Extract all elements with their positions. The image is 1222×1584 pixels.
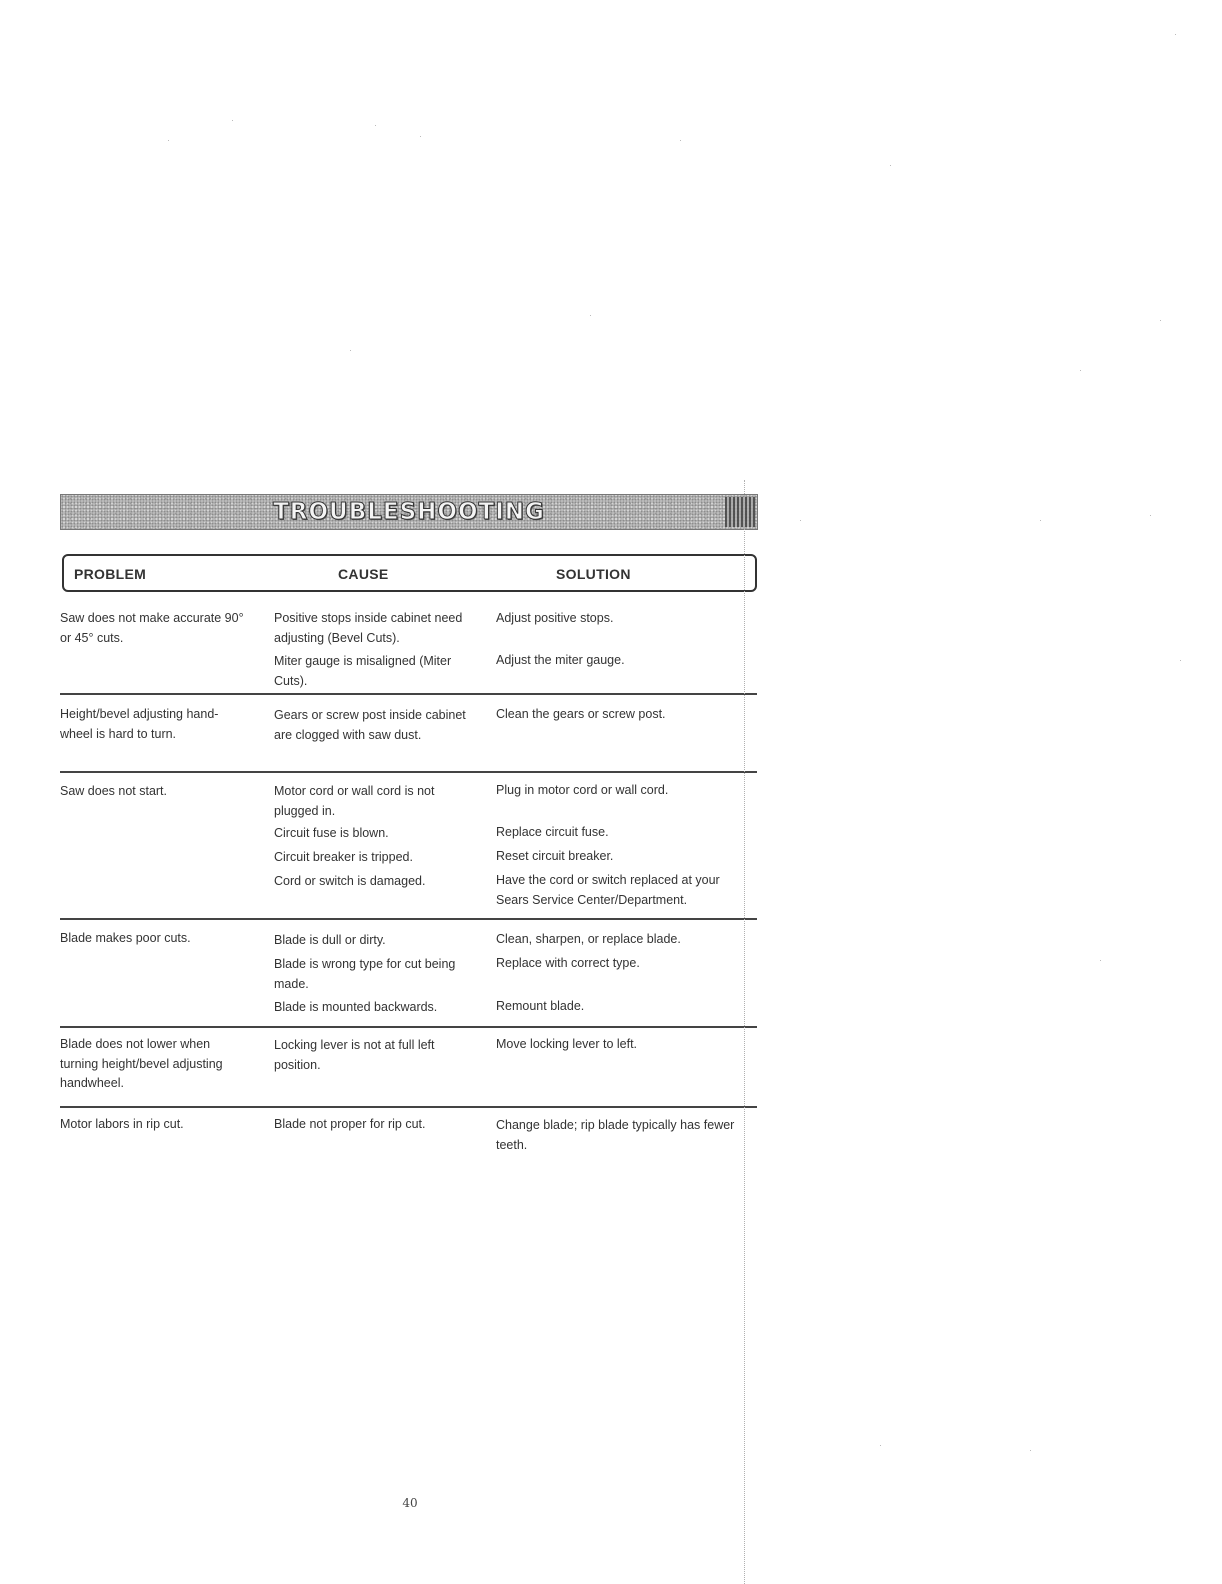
scan-speck	[232, 120, 233, 121]
row-1-solution-2: Adjust the miter gauge.	[496, 653, 625, 667]
scan-speck	[800, 520, 801, 521]
row-3-solution-2: Replace circuit fuse.	[496, 825, 609, 839]
row-4-solution-3: Remount blade.	[496, 999, 585, 1013]
row-2-cause-1: Gears or screw post inside cabinet are clogged with saw dust.	[274, 708, 466, 742]
scan-speck	[1175, 34, 1176, 35]
scan-speck	[680, 140, 681, 141]
row-4-cause-3: Blade is mounted backwards.	[274, 1000, 438, 1014]
page-number: 40	[402, 1496, 418, 1510]
section-title: TROUBLESHOOTING	[273, 499, 545, 525]
row-5-problem: Blade does not lower when turning height/bevel adjusting handwheel.	[60, 1037, 223, 1090]
row-3-cause-1: Motor cord or wall cord is not plugged in.	[274, 784, 435, 818]
scan-speck	[1100, 960, 1101, 961]
scan-speck	[375, 125, 376, 126]
row-1-cause-1: Positive stops inside cabinet need adjusting (Bevel Cuts).	[274, 611, 463, 645]
row-divider	[60, 1026, 757, 1028]
row-6-problem: Motor labors in rip cut.	[60, 1117, 184, 1131]
scan-speck	[1040, 520, 1041, 521]
row-3-solution-4: Have the cord or switch replaced at your Sears Service Center/Department.	[496, 873, 720, 907]
row-5-solution-1: Move locking lever to left.	[496, 1037, 638, 1051]
header-cause: CAUSE	[338, 566, 389, 582]
scan-speck	[880, 1445, 881, 1446]
row-3-solution-1: Plug in motor cord or wall cord.	[496, 783, 669, 797]
scan-speck	[1150, 515, 1151, 516]
header-solution: SOLUTION	[556, 566, 631, 582]
scan-speck	[1160, 320, 1161, 321]
row-4-problem: Blade makes poor cuts.	[60, 931, 191, 945]
scan-speck	[1080, 370, 1081, 371]
row-3-problem: Saw does not start.	[60, 784, 168, 798]
row-3-cause-4: Cord or switch is damaged.	[274, 874, 426, 888]
row-6-solution-1: Change blade; rip blade typically has fewer teeth.	[496, 1118, 735, 1152]
row-4-cause-2: Blade is wrong type for cut being made.	[274, 957, 456, 991]
row-4-cause-1: Blade is dull or dirty.	[274, 933, 386, 947]
page-edge-line	[744, 480, 745, 1584]
row-1-cause-2: Miter gauge is misaligned (Miter Cuts).	[274, 654, 452, 688]
row-divider	[60, 1106, 757, 1108]
scan-speck	[168, 140, 169, 141]
row-3-cause-3: Circuit breaker is tripped.	[274, 850, 413, 864]
row-2-solution-1: Clean the gears or screw post.	[496, 707, 666, 721]
header-problem: PROBLEM	[74, 566, 147, 582]
row-4-solution-1: Clean, sharpen, or replace blade.	[496, 932, 681, 946]
row-1-solution-1: Adjust positive stops.	[496, 611, 614, 625]
row-6-cause-1: Blade not proper for rip cut.	[274, 1117, 426, 1131]
table-header	[62, 554, 757, 592]
row-divider	[60, 771, 757, 773]
scan-speck	[590, 315, 591, 316]
scan-speck	[1180, 660, 1181, 661]
row-divider	[60, 918, 757, 920]
row-3-cause-2: Circuit fuse is blown.	[274, 826, 389, 840]
scan-speck	[890, 165, 891, 166]
banner-decoration	[725, 497, 755, 527]
scan-speck	[1030, 1450, 1031, 1451]
row-4-solution-2: Replace with correct type.	[496, 956, 640, 970]
section-banner	[60, 494, 758, 530]
scan-speck	[350, 350, 351, 351]
row-3-solution-3: Reset circuit breaker.	[496, 849, 614, 863]
row-divider	[60, 693, 757, 695]
row-1-problem: Saw does not make accurate 90° or 45° cuts.	[60, 611, 244, 645]
row-2-problem: Height/bevel adjusting hand-wheel is hard to turn.	[60, 707, 219, 741]
scan-speck	[420, 136, 421, 137]
row-5-cause-1: Locking lever is not at full left position.	[274, 1038, 435, 1072]
